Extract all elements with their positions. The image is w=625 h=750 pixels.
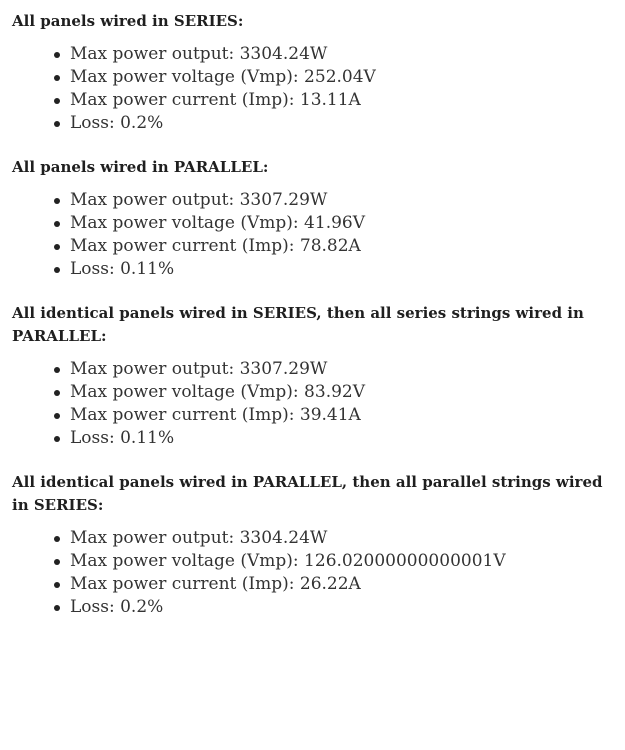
spec-list [12,43,625,135]
bullet-icon [54,75,60,81]
list-item [54,358,625,381]
list-item [54,66,625,89]
section-series-then-parallel [12,302,625,450]
list-item-text: Max power output: 3307.29W [70,190,328,210]
list-item-text: Max power voltage (Vmp): 126.02000000000001V [70,551,506,571]
list-item-text: Max power voltage (Vmp): 83.92V [70,382,366,402]
list-item-text: Loss: 0.11% [70,259,175,279]
list-item [54,404,625,427]
bullet-icon [54,436,60,442]
bullet-icon [54,367,60,373]
section-series [12,10,625,135]
list-item [54,381,625,404]
bullet-icon [54,98,60,104]
list-item-text: Max power voltage (Vmp): 252.04V [70,67,376,87]
list-item [54,427,625,450]
list-item [54,89,625,112]
list-item-text: Max power output: 3307.29W [70,359,328,379]
section-heading: All identical panels wired in PARALLEL, then all parallel strings wired in SERIES: [12,473,603,514]
section-heading: All identical panels wired in SERIES, then all series strings wired in PARALLEL: [12,304,584,345]
bullet-icon [54,267,60,273]
spec-list [12,358,625,450]
list-item [54,189,625,212]
section-parallel [12,156,625,281]
list-item-text: Max power output: 3304.24W [70,528,328,548]
list-item-text: Max power output: 3304.24W [70,44,328,64]
bullet-icon [54,198,60,204]
list-item [54,550,625,573]
list-item-text: Max power current (Imp): 26.22A [70,574,361,594]
bullet-icon [54,413,60,419]
list-item-text: Max power voltage (Vmp): 41.96V [70,213,366,233]
list-item-text: Loss: 0.2% [70,597,164,617]
list-item [54,596,625,619]
bullet-icon [54,559,60,565]
bullet-icon [54,605,60,611]
list-item-text: Max power current (Imp): 13.11A [70,90,361,110]
list-item-text: Max power current (Imp): 78.82A [70,236,361,256]
spec-list [12,527,625,619]
list-item [54,212,625,235]
list-item-text: Loss: 0.11% [70,428,175,448]
list-item [54,112,625,135]
list-item [54,258,625,281]
list-item-text: Max power current (Imp): 39.41A [70,405,361,425]
bullet-icon [54,536,60,542]
bullet-icon [54,52,60,58]
section-heading: All panels wired in PARALLEL: [12,158,269,176]
bullet-icon [54,121,60,127]
spec-list [12,189,625,281]
section-heading: All panels wired in SERIES: [12,12,244,30]
list-item [54,235,625,258]
list-item [54,43,625,66]
bullet-icon [54,582,60,588]
section-parallel-then-series [12,471,625,619]
bullet-icon [54,221,60,227]
list-item [54,527,625,550]
bullet-icon [54,390,60,396]
list-item-text: Loss: 0.2% [70,113,164,133]
list-item [54,573,625,596]
bullet-icon [54,244,60,250]
